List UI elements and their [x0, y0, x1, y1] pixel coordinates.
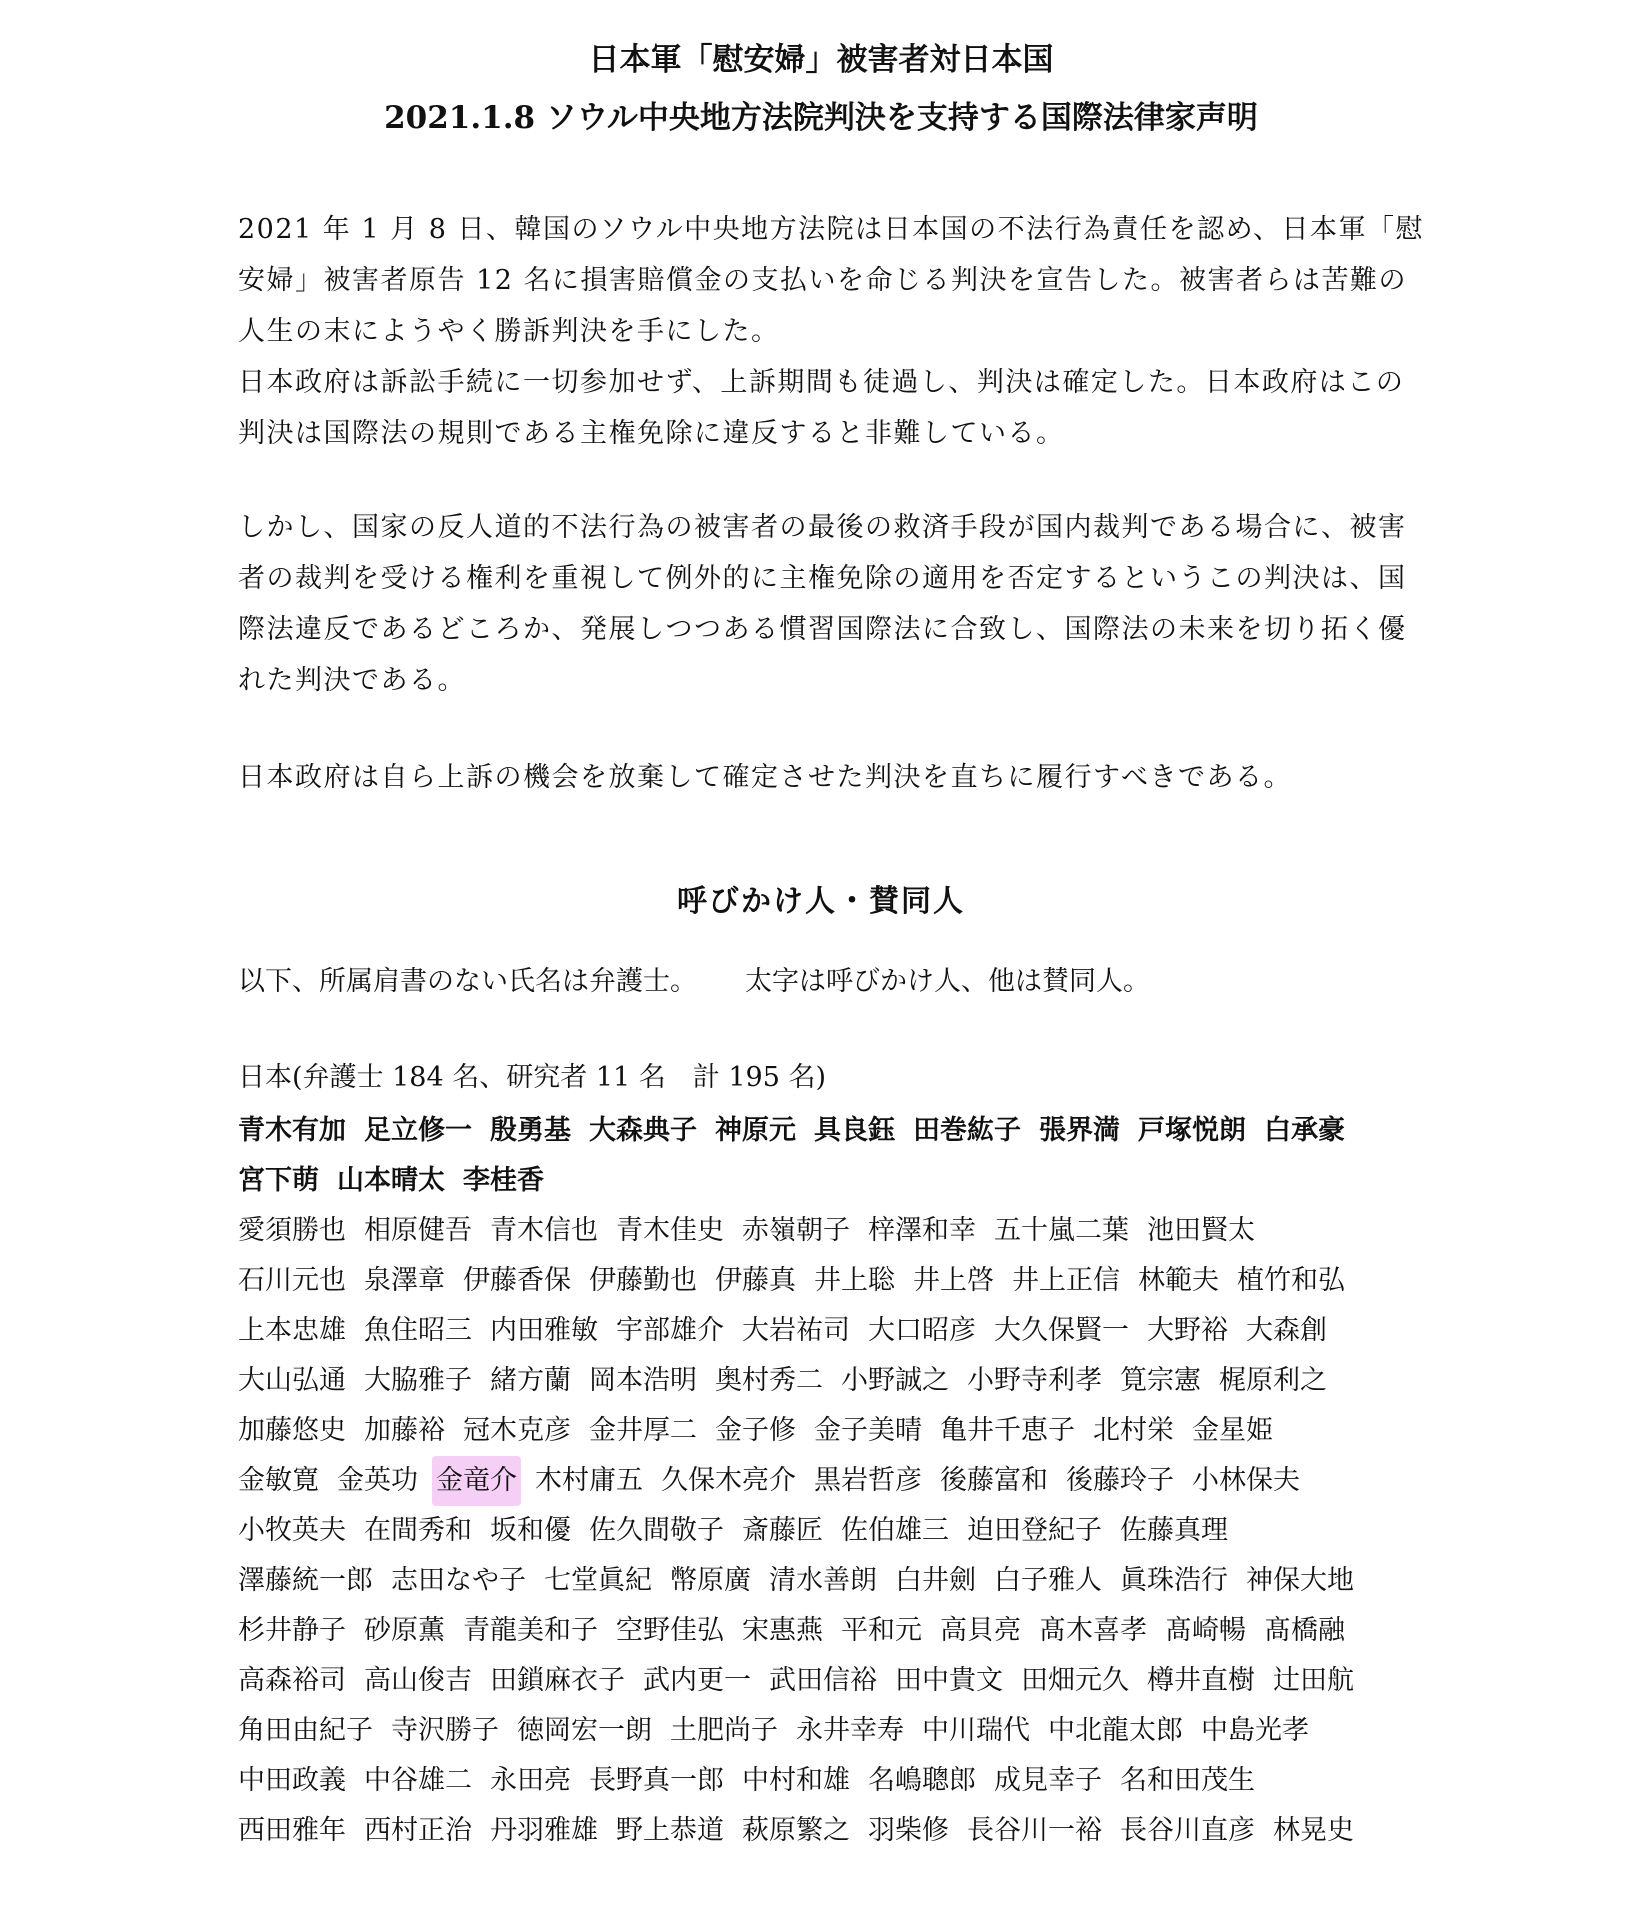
- convener-name: 具良鈺: [814, 1115, 895, 1146]
- supporter-name: 萩原繁之: [742, 1815, 850, 1846]
- supporter-name: 五十嵐二葉: [994, 1215, 1129, 1246]
- convener-name: 張界満: [1039, 1115, 1120, 1146]
- supporter-name: 小牧英夫: [238, 1515, 346, 1546]
- paragraph-1b: 日本政府は訴訟手続に一切参加せず、上訴期間も徒過し、判決は確定した。日本政府はこの判決は国際法の規則である主権免除に違反すると非難している。: [238, 367, 1405, 449]
- supporter-name: 平和元: [841, 1615, 922, 1646]
- supporter-name: 加藤悠史: [238, 1415, 346, 1446]
- supporter-name: 永井幸寿: [796, 1715, 904, 1746]
- supporter-name: 愛須勝也: [238, 1215, 346, 1246]
- signatories-note-part-1: 以下、所属肩書のない氏名は弁護士。: [238, 966, 697, 997]
- supporter-name: 眞珠浩行: [1120, 1565, 1228, 1596]
- supporter-name: 赤嶺朝子: [742, 1215, 850, 1246]
- supporter-name: 梶原利之: [1219, 1365, 1327, 1396]
- supporter-name: 内田雅敏: [490, 1315, 598, 1346]
- supporter-name-row: [238, 1756, 1438, 1806]
- supporter-name: 砂原薫: [364, 1615, 445, 1646]
- supporter-name: 大森創: [1246, 1315, 1327, 1346]
- supporter-name: 青木信也: [490, 1215, 598, 1246]
- supporter-name: 野上恭道: [616, 1815, 724, 1846]
- supporter-name: 長谷川一裕: [967, 1815, 1102, 1846]
- supporter-name: 魚住昭三: [364, 1315, 472, 1346]
- supporter-name-row: [238, 1706, 1438, 1756]
- supporter-name: 林範夫: [1138, 1265, 1219, 1296]
- supporter-name: 中谷雄二: [364, 1765, 472, 1796]
- supporter-name: 髙橋融: [1264, 1615, 1345, 1646]
- supporter-name: 白井劍: [895, 1565, 976, 1596]
- supporter-name: 成見幸子: [994, 1765, 1102, 1796]
- supporter-name: 緒方蘭: [490, 1365, 571, 1396]
- supporter-name: 大脇雅子: [364, 1365, 472, 1396]
- supporter-name: 角田由紀子: [238, 1715, 373, 1746]
- supporter-name: 中川瑞代: [922, 1715, 1030, 1746]
- supporter-name: 佐伯雄三: [841, 1515, 949, 1546]
- supporter-name: 林晃史: [1273, 1815, 1354, 1846]
- supporter-name: 寺沢勝子: [391, 1715, 499, 1746]
- supporter-name: 金井厚二: [589, 1415, 697, 1446]
- supporter-name: 辻田航: [1273, 1665, 1354, 1696]
- supporter-name: 伊藤香保: [463, 1265, 571, 1296]
- supporter-name: 白子雅人: [994, 1565, 1102, 1596]
- supporter-name-row: [238, 1506, 1438, 1556]
- supporter-name: 上本忠雄: [238, 1315, 346, 1346]
- supporter-name: 黒岩哲彦: [814, 1465, 922, 1496]
- supporter-name: 大山弘通: [238, 1365, 346, 1396]
- convener-name: 山本晴太: [337, 1165, 445, 1196]
- supporter-name: 高森裕司: [238, 1665, 346, 1696]
- document-title-line-1: 日本軍「慰安婦」被害者対日本国: [588, 42, 1054, 78]
- signatory-name-list: [238, 1106, 1438, 1856]
- paragraph-3-text: 日本政府は自ら上訴の機会を放棄して確定させた判決を直ちに履行すべきである。: [238, 762, 1292, 793]
- convener-name: 足立修一: [364, 1115, 472, 1146]
- supporter-name: 高貝亮: [940, 1615, 1021, 1646]
- supporter-name: 永田亮: [490, 1765, 571, 1796]
- supporter-name: 田中貴文: [895, 1665, 1003, 1696]
- supporter-name: 北村栄: [1093, 1415, 1174, 1446]
- supporter-name: 梓澤和幸: [868, 1215, 976, 1246]
- supporter-name: 石川元也: [238, 1265, 346, 1296]
- supporter-name: 宇部雄介: [616, 1315, 724, 1346]
- supporter-name: 相原健吾: [364, 1215, 472, 1246]
- convener-name: 戸塚悦朗: [1138, 1115, 1246, 1146]
- convener-name-row: [238, 1106, 1438, 1156]
- supporter-name-row: [238, 1606, 1438, 1656]
- supporter-name: 西村正治: [364, 1815, 472, 1846]
- supporter-name: 中北龍太郎: [1048, 1715, 1183, 1746]
- supporter-name: 小野誠之: [841, 1365, 949, 1396]
- supporter-name-row: [238, 1206, 1438, 1256]
- supporter-name: 冠木克彦: [463, 1415, 571, 1446]
- supporter-name: 幣原廣: [670, 1565, 751, 1596]
- supporter-name: 徳岡宏一朗: [517, 1715, 652, 1746]
- supporter-name-row: [238, 1656, 1438, 1706]
- supporter-name: 後藤富和: [940, 1465, 1048, 1496]
- supporter-name: 清水善朗: [769, 1565, 877, 1596]
- paragraph-1: [238, 204, 1428, 459]
- paragraph-2: [238, 502, 1428, 706]
- supporter-name-row: [238, 1406, 1438, 1456]
- supporter-name: 坂和優: [490, 1515, 571, 1546]
- supporter-name: 金子修: [715, 1415, 796, 1446]
- supporter-name: 澤藤統一郎: [238, 1565, 373, 1596]
- convener-name: 李桂香: [463, 1165, 544, 1196]
- supporter-name: 久保木亮介: [661, 1465, 796, 1496]
- supporter-name: 井上啓: [913, 1265, 994, 1296]
- supporter-name-row: [238, 1306, 1438, 1356]
- supporter-name: 後藤玲子: [1066, 1465, 1174, 1496]
- supporter-name: 田畑元久: [1021, 1665, 1129, 1696]
- convener-name: 白承豪: [1264, 1115, 1345, 1146]
- supporter-name: 中村和雄: [742, 1765, 850, 1796]
- convener-name-row: [238, 1156, 1438, 1206]
- japan-signatories-header: 日本(弁護士 184 名、研究者 11 名 計 195 名): [238, 1062, 826, 1093]
- convener-name: 田巻紘子: [913, 1115, 1021, 1146]
- supporter-name: 青木佳史: [616, 1215, 724, 1246]
- supporter-name: 名嶋聰郎: [868, 1765, 976, 1796]
- paragraph-2-text: しかし、国家の反人道的不法行為の被害者の最後の救済手段が国内裁判である場合に、被害者の裁判を受ける権利を重視して例外的に主権免除の適用を否定するというこの判決は、国際法違反であるどころか、発展しつつある慣習国際法に合致し、国際法の未来を切り拓く優れた判決である。: [238, 512, 1407, 696]
- supporter-name: 羽柴修: [868, 1815, 949, 1846]
- convener-name: 神原元: [715, 1115, 796, 1146]
- supporter-name: 土肥尚子: [670, 1715, 778, 1746]
- supporter-name: 迫田登紀子: [967, 1515, 1102, 1546]
- supporter-name-row: [238, 1256, 1438, 1306]
- supporter-name: 空野佳弘: [616, 1615, 724, 1646]
- signatories-note: [238, 962, 1428, 1002]
- supporter-name: 佐藤真理: [1120, 1515, 1228, 1546]
- supporter-name-row: [238, 1356, 1438, 1406]
- supporter-name: 井上正信: [1012, 1265, 1120, 1296]
- paragraph-3: [238, 752, 1428, 803]
- supporter-name: 樽井直樹: [1147, 1665, 1255, 1696]
- supporter-name: 丹羽雅雄: [490, 1815, 598, 1846]
- signatories-note-part-2: 太字は呼びかけ人、他は賛同人。: [745, 966, 1150, 997]
- convener-name: 大森典子: [589, 1115, 697, 1146]
- supporter-name: 金星姫: [1192, 1415, 1273, 1446]
- supporter-name: 小野寺利孝: [967, 1365, 1102, 1396]
- supporter-name: 大岩祐司: [742, 1315, 850, 1346]
- supporter-name: 名和田茂生: [1120, 1765, 1255, 1796]
- supporter-name: 井上聡: [814, 1265, 895, 1296]
- supporter-name: 大口昭彦: [868, 1315, 976, 1346]
- supporter-name-row: [238, 1556, 1438, 1606]
- supporter-name: 田鎖麻衣子: [490, 1665, 625, 1696]
- supporter-name: 七堂眞紀: [544, 1565, 652, 1596]
- supporter-name: 植竹和弘: [1237, 1265, 1345, 1296]
- supporter-name: 金敏寛: [238, 1465, 319, 1496]
- convener-name: 宮下萌: [238, 1165, 319, 1196]
- document-title-line-2: 2021.1.8 ソウル中央地方法院判決を支持する国際法律家声明: [384, 100, 1258, 136]
- supporter-name: 斎藤匠: [742, 1515, 823, 1546]
- supporter-name: 長谷川直彦: [1120, 1815, 1255, 1846]
- signatories-heading: 呼びかけ人・賛同人: [677, 884, 965, 919]
- supporter-name: 亀井千恵子: [940, 1415, 1075, 1446]
- supporter-name: 武内更一: [643, 1665, 751, 1696]
- supporter-name: 伊藤真: [715, 1265, 796, 1296]
- convener-name: 殷勇基: [490, 1115, 571, 1146]
- supporter-name: 中島光孝: [1201, 1715, 1309, 1746]
- supporter-name: 筧宗憲: [1120, 1365, 1201, 1396]
- supporter-name: 小林保夫: [1192, 1465, 1300, 1496]
- supporter-name: 伊藤勤也: [589, 1265, 697, 1296]
- paragraph-1a: 2021 年 1 月 8 日、韓国のソウル中央地方法院は日本国の不法行為責任を認め、日本軍「慰安婦」被害者原告 12 名に損害賠償金の支払いを命じる判決を宣告した。被害者らは苦難の人生の末にようやく勝訴判決を手にした。: [238, 214, 1425, 347]
- supporter-name: 池田賢太: [1147, 1215, 1255, 1246]
- supporter-name: 杉井静子: [238, 1615, 346, 1646]
- supporter-name: 泉澤章: [364, 1265, 445, 1296]
- supporter-name: 髙木喜孝: [1039, 1615, 1147, 1646]
- supporter-name: 金英功: [337, 1465, 418, 1496]
- supporter-name: 長野真一郎: [589, 1765, 724, 1796]
- supporter-name-row: [238, 1456, 1438, 1506]
- supporter-name: 奥村秀二: [715, 1365, 823, 1396]
- supporter-name: 宋惠燕: [742, 1615, 823, 1646]
- supporter-name: 志田なや子: [391, 1565, 526, 1596]
- highlighted-supporter-name: 金竜介: [432, 1456, 521, 1506]
- supporter-name: 大久保賢一: [994, 1315, 1129, 1346]
- supporter-name: 青龍美和子: [463, 1615, 598, 1646]
- convener-name: 青木有加: [238, 1115, 346, 1146]
- supporter-name: 高山俊吉: [364, 1665, 472, 1696]
- supporter-name: 岡本浩明: [589, 1365, 697, 1396]
- supporter-name: 西田雅年: [238, 1815, 346, 1846]
- supporter-name: 在間秀和: [364, 1515, 472, 1546]
- supporter-name: 髙崎暢: [1165, 1615, 1246, 1646]
- supporter-name: 大野裕: [1147, 1315, 1228, 1346]
- supporter-name: 木村庸五: [535, 1465, 643, 1496]
- supporter-name: 佐久間敬子: [589, 1515, 724, 1546]
- supporter-name: 加藤裕: [364, 1415, 445, 1446]
- supporter-name-row: [238, 1806, 1438, 1856]
- supporter-name: 神保大地: [1246, 1565, 1354, 1596]
- supporter-name: 金子美晴: [814, 1415, 922, 1446]
- supporter-name: 中田政義: [238, 1765, 346, 1796]
- supporter-name: 武田信裕: [769, 1665, 877, 1696]
